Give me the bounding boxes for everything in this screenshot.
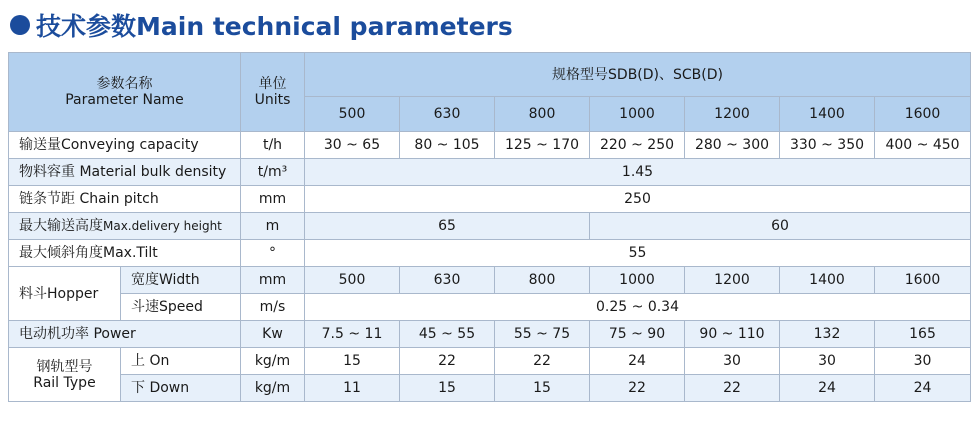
table-cell: 1600 (875, 267, 971, 294)
table-cell: 30 ~ 65 (305, 132, 400, 159)
row-unit: t/h (241, 132, 305, 159)
row-max-tilt (9, 240, 971, 267)
table-cell: 800 (495, 267, 590, 294)
table-cell: 24 (590, 348, 685, 375)
table-cell: 24 (780, 375, 875, 402)
table-cell: 22 (685, 375, 780, 402)
table-cell: 132 (780, 321, 875, 348)
header-row-1 (9, 53, 971, 97)
size-header: 1600 (875, 97, 971, 132)
row-label: 输送量Conveying capacity (9, 132, 241, 159)
table-cell: 7.5 ~ 11 (305, 321, 400, 348)
row-label: 最大输送高度Max.delivery height (9, 213, 241, 240)
row-unit: ° (241, 240, 305, 267)
row-hopper-width (9, 267, 971, 294)
table-cell: 280 ~ 300 (685, 132, 780, 159)
parameters-table (8, 52, 971, 402)
rail-label: 钢轨型号 Rail Type (9, 348, 121, 402)
table-cell: 15 (400, 375, 495, 402)
table-cell: 45 ~ 55 (400, 321, 495, 348)
table-cell: 22 (495, 348, 590, 375)
table-cell: 0.25 ~ 0.34 (305, 294, 971, 321)
table-cell: 80 ~ 105 (400, 132, 495, 159)
table-cell: 250 (305, 186, 971, 213)
row-unit: mm (241, 186, 305, 213)
row-power (9, 321, 971, 348)
row-rail-down (9, 375, 971, 402)
table-cell: 500 (305, 267, 400, 294)
table-cell: 30 (875, 348, 971, 375)
row-capacity (9, 132, 971, 159)
table-cell: 400 ~ 450 (875, 132, 971, 159)
table-cell: 11 (305, 375, 400, 402)
row-rail-on (9, 348, 971, 375)
row-unit: kg/m (241, 348, 305, 375)
row-label: 最大倾斜角度Max.Tilt (9, 240, 241, 267)
section-heading (10, 8, 513, 42)
units-header: 单位 Units (241, 53, 305, 132)
table-cell: 165 (875, 321, 971, 348)
row-unit: t/m³ (241, 159, 305, 186)
row-label: 链条节距 Chain pitch (9, 186, 241, 213)
row-max-height (9, 213, 971, 240)
table-cell: 630 (400, 267, 495, 294)
table-cell: 22 (590, 375, 685, 402)
table-cell: 90 ~ 110 (685, 321, 780, 348)
table-cell: 1.45 (305, 159, 971, 186)
row-label: 物料容重 Material bulk density (9, 159, 241, 186)
row-density (9, 159, 971, 186)
row-unit: kg/m (241, 375, 305, 402)
table-cell: 55 ~ 75 (495, 321, 590, 348)
row-label: 电动机功率 Power (9, 321, 241, 348)
table-cell: 22 (400, 348, 495, 375)
table-cell: 220 ~ 250 (590, 132, 685, 159)
row-chain-pitch (9, 186, 971, 213)
table-cell: 65 (305, 213, 590, 240)
table-cell: 30 (685, 348, 780, 375)
row-label: 斗速Speed (121, 294, 241, 321)
table-cell: 55 (305, 240, 971, 267)
heading-title: 技术参数Main technical parameters (36, 12, 513, 41)
table-cell: 330 ~ 350 (780, 132, 875, 159)
size-header: 1200 (685, 97, 780, 132)
table-cell: 15 (305, 348, 400, 375)
size-header: 1400 (780, 97, 875, 132)
table-cell: 75 ~ 90 (590, 321, 685, 348)
bullet-icon (10, 15, 30, 35)
table-cell: 1000 (590, 267, 685, 294)
row-hopper-speed (9, 294, 971, 321)
size-header: 1000 (590, 97, 685, 132)
size-header: 630 (400, 97, 495, 132)
spec-header: 规格型号SDB(D)、SCB(D) (305, 53, 971, 97)
row-unit: m (241, 213, 305, 240)
row-unit: mm (241, 267, 305, 294)
size-header: 500 (305, 97, 400, 132)
table-cell: 24 (875, 375, 971, 402)
hopper-label: 料斗Hopper (9, 267, 121, 321)
table-cell: 1400 (780, 267, 875, 294)
table-cell: 1200 (685, 267, 780, 294)
param-name-header: 参数名称 Parameter Name (9, 53, 241, 132)
row-unit: m/s (241, 294, 305, 321)
row-label: 下 Down (121, 375, 241, 402)
table-cell: 125 ~ 170 (495, 132, 590, 159)
table-cell: 15 (495, 375, 590, 402)
row-label: 宽度Width (121, 267, 241, 294)
table-cell: 60 (590, 213, 971, 240)
size-header: 800 (495, 97, 590, 132)
row-label: 上 On (121, 348, 241, 375)
row-unit: Kw (241, 321, 305, 348)
table-cell: 30 (780, 348, 875, 375)
